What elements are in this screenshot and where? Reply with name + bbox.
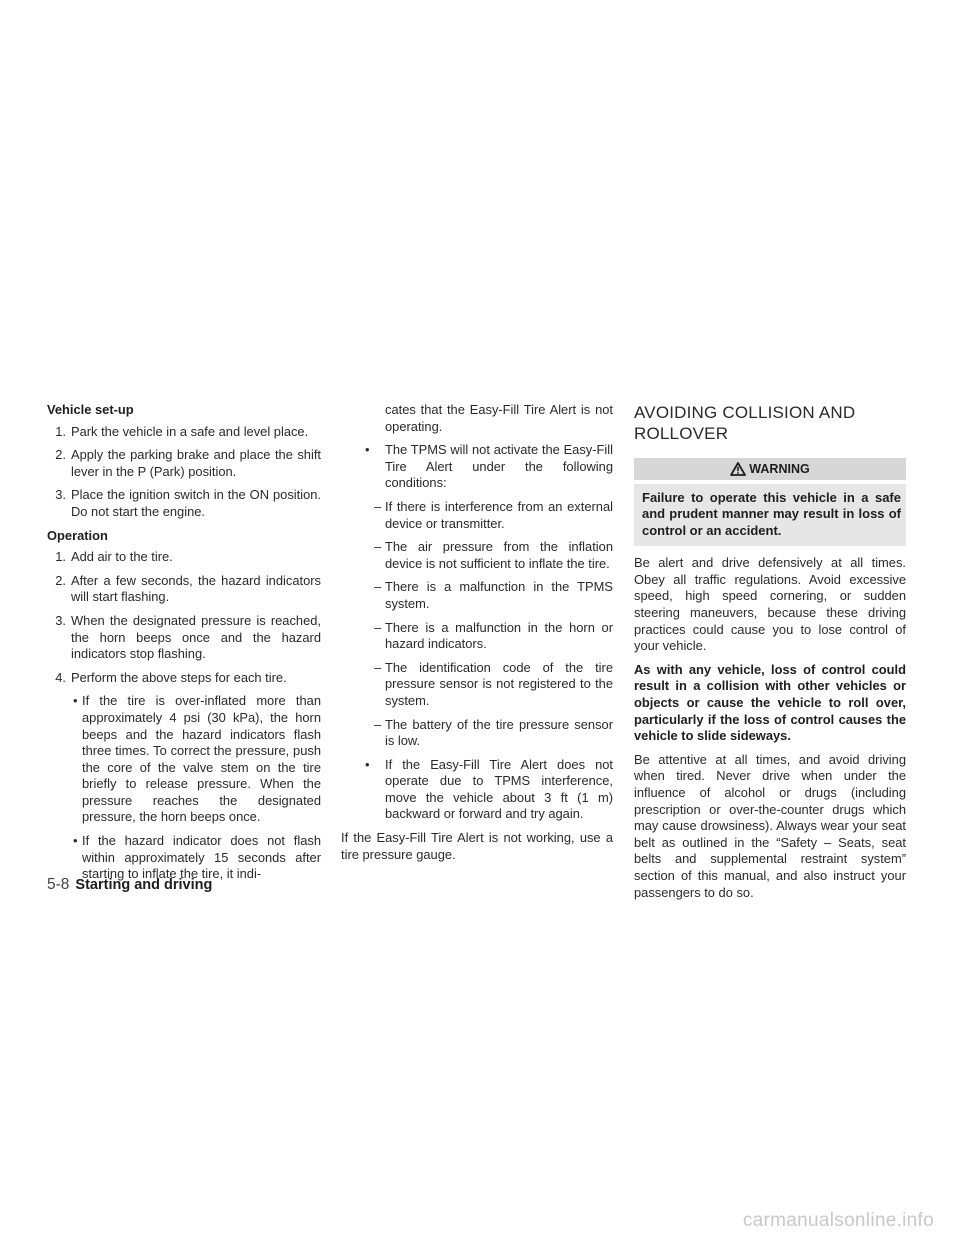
setup-step <box>47 487 321 520</box>
warning-icon <box>730 462 746 476</box>
setup-step <box>47 447 321 480</box>
step-text: Apply the parking brake and place the shift lever in the P (Park) position. <box>71 447 321 479</box>
paragraph-attentive: Be attentive at all times, and avoid driving when tired. Never drive when under the influence of alcohol or drugs (including prescription or over-the-counter drugs which may cause drowsiness). Always wear your seat belt as outlined in the “Safety – Seats, seat belts and supplemental restraint system” section of this manual, and also instruct your passengers to do so. <box>634 751 906 900</box>
condition-text: The air pressure from the inflation device is not sufficient to inflate the tire. <box>385 539 613 571</box>
bullet-text: If the Easy-Fill Tire Alert does not operate due to TPMS interference, move the vehicle about 3 ft (1 m) backward or forward and try again. <box>385 756 613 822</box>
page-footer <box>47 876 212 896</box>
step-number: 3. <box>55 612 66 628</box>
list-item <box>47 693 321 826</box>
page-number: 5-8 <box>47 876 70 893</box>
section-title-line1: AVOIDING COLLISION AND <box>634 403 856 422</box>
bullet-marker: • <box>73 693 78 709</box>
step-number: 2. <box>55 572 66 588</box>
bullet-text: If the tire is over-inflated more than approximately 4 psi (30 kPa), the horn beeps and the hazard indicators flash three times. To correct the pressure, push the core of the valve stem on the tire briefly to release pressure. When the pressure reaches the designated pressure, the horn beeps once. <box>82 693 321 825</box>
operation-step <box>47 670 321 687</box>
dash-marker: – <box>374 619 382 635</box>
step-text: Place the ignition switch in the ON position. Do not start the engine. <box>71 487 321 519</box>
condition-text: There is a malfunction in the horn or hazard indicators. <box>385 619 613 652</box>
step-text: Perform the above steps for each tire. <box>71 669 287 685</box>
step-number: 1. <box>55 423 66 439</box>
step-number: 2. <box>55 447 66 463</box>
operation-heading: Operation <box>47 527 108 543</box>
setup-step <box>47 424 321 441</box>
condition-item <box>341 620 613 653</box>
condition-text: The battery of the tire pressure sensor is low. <box>385 716 613 749</box>
warning-label: WARNING <box>749 461 810 476</box>
continued-text: cates that the Easy-Fill Tire Alert is not operating. <box>385 402 613 434</box>
step-text: Add air to the tire. <box>71 549 173 565</box>
condition-item <box>341 660 613 710</box>
condition-item <box>341 499 613 532</box>
watermark: carmanualsonline.info <box>742 1210 934 1231</box>
dash-marker: – <box>374 659 382 675</box>
dash-marker: – <box>374 716 382 732</box>
column-right <box>634 402 906 908</box>
closing-paragraph: If the Easy-Fill Tire Alert is not working, use a tire pressure gauge. <box>341 830 613 862</box>
bullet-marker: • <box>365 442 370 458</box>
condition-item <box>341 717 613 750</box>
warning-text: Failure to operate this vehicle in a safe and prudent manner may result in loss of control or an accident. <box>634 484 906 546</box>
list-item <box>341 442 613 492</box>
bullet-text: The TPMS will not activate the Easy-Fill Tire Alert under the following conditions: <box>385 442 613 491</box>
step-text: Park the vehicle in a safe and level place. <box>71 423 309 439</box>
condition-item <box>341 539 613 572</box>
column-middle <box>341 402 613 870</box>
step-number: 3. <box>55 487 66 503</box>
dash-marker: – <box>374 579 382 595</box>
condition-text: There is a malfunction in the TPMS system. <box>385 579 613 611</box>
section-title-line2: ROLLOVER <box>634 424 729 443</box>
dash-marker: – <box>374 498 382 514</box>
step-text: After a few seconds, the hazard indicators will start flashing. <box>71 572 321 605</box>
operation-step <box>47 549 321 566</box>
section-title <box>634 402 906 444</box>
bullet-marker: • <box>365 756 370 772</box>
step-number: 4. <box>55 669 66 685</box>
condition-item <box>341 579 613 612</box>
condition-text: If there is interference from an external device or transmitter. <box>385 498 613 531</box>
vehicle-setup-heading: Vehicle set-up <box>47 402 134 417</box>
list-item <box>341 757 613 823</box>
condition-text: The identification code of the tire pressure sensor is not registered to the system. <box>385 659 613 708</box>
step-text: When the designated pressure is reached, the horn beeps once and the hazard indicators stop flashing. <box>71 612 321 662</box>
paragraph-loss-of-control: As with any vehicle, loss of control could result in a collision with other vehicles or objects or cause the vehicle to roll over, particularly if the loss of control causes the vehicle to slide sideways. <box>634 661 906 744</box>
operation-step <box>47 573 321 606</box>
operation-step <box>47 613 321 663</box>
warning-header <box>634 458 906 480</box>
dash-marker: – <box>374 539 382 555</box>
chapter-title: Starting and driving <box>75 877 213 893</box>
paragraph-alert: Be alert and drive defensively at all times. Obey all traffic regulations. Avoid excessive speed, high speed cornering, or sudden steering maneuvers, because these driving practices could cause you to lose control of your vehicle. <box>634 555 906 654</box>
bullet-marker: • <box>73 833 78 849</box>
step-number: 1. <box>55 549 66 565</box>
bullet-text: If the hazard indicator does not flash within approximately 15 seconds after starting to inflate the tire, it indi- <box>82 833 321 882</box>
column-left <box>47 402 321 890</box>
